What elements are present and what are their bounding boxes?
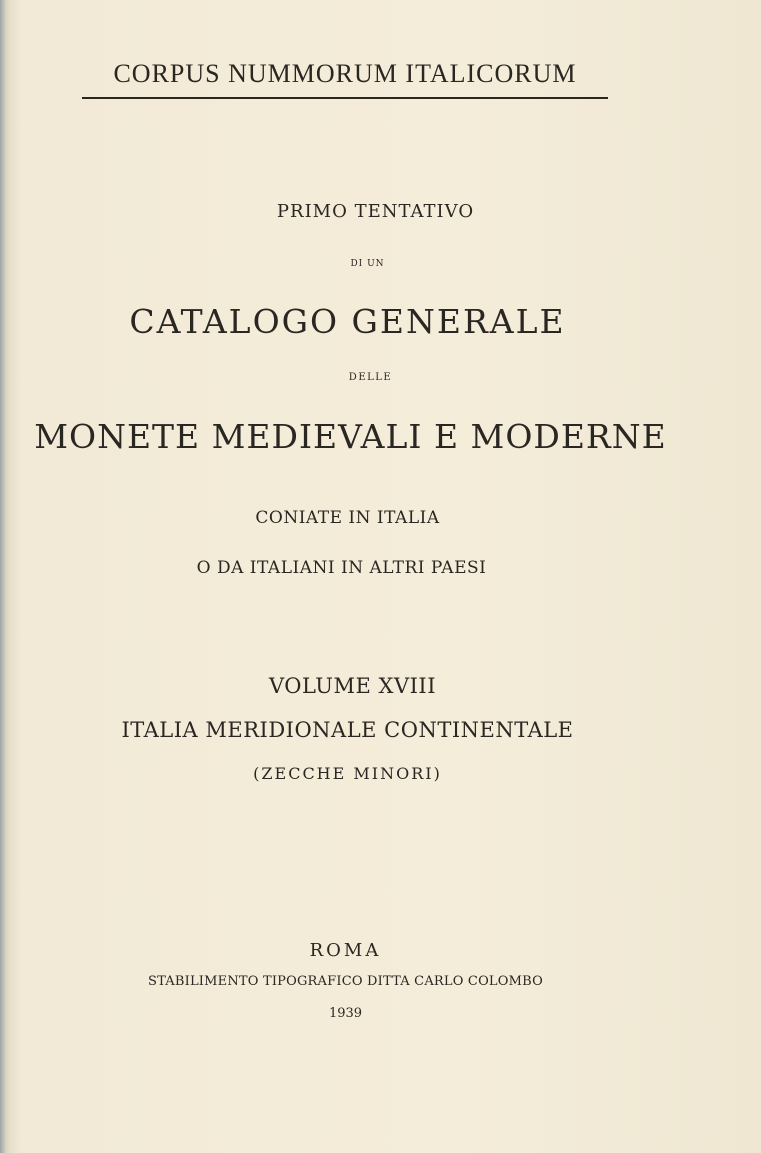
main-title-catalogo-generale: CATALOGO GENERALE (129, 302, 566, 341)
volume-number: VOLUME XVIII (268, 674, 437, 698)
imprint-printer: STABILIMENTO TIPOGRAFICO DITTA CARLO COLOMBO (148, 974, 543, 989)
subtitle-line-italiani: O DA ITALIANI IN ALTRI PAESI (196, 558, 487, 578)
series-title: CORPUS NUMMORUM ITALICORUM (113, 59, 577, 88)
series-title-rule (82, 97, 608, 99)
main-title-monete: MONETE MEDIEVALI E MODERNE (34, 417, 667, 456)
imprint-city: ROMA (309, 940, 382, 961)
subtitle-line-primo-tentativo: PRIMO TENTATIVO (276, 201, 475, 222)
volume-title: ITALIA MERIDIONALE CONTINENTALE (121, 718, 574, 742)
subtitle-line-delle: DELLE (348, 372, 393, 383)
volume-subtitle: (ZECCHE MINORI) (253, 764, 442, 783)
imprint-year: 1939 (328, 1006, 363, 1021)
subtitle-line-di-un: DI UN (350, 259, 385, 269)
subtitle-line-coniate: CONIATE IN ITALIA (255, 508, 440, 528)
